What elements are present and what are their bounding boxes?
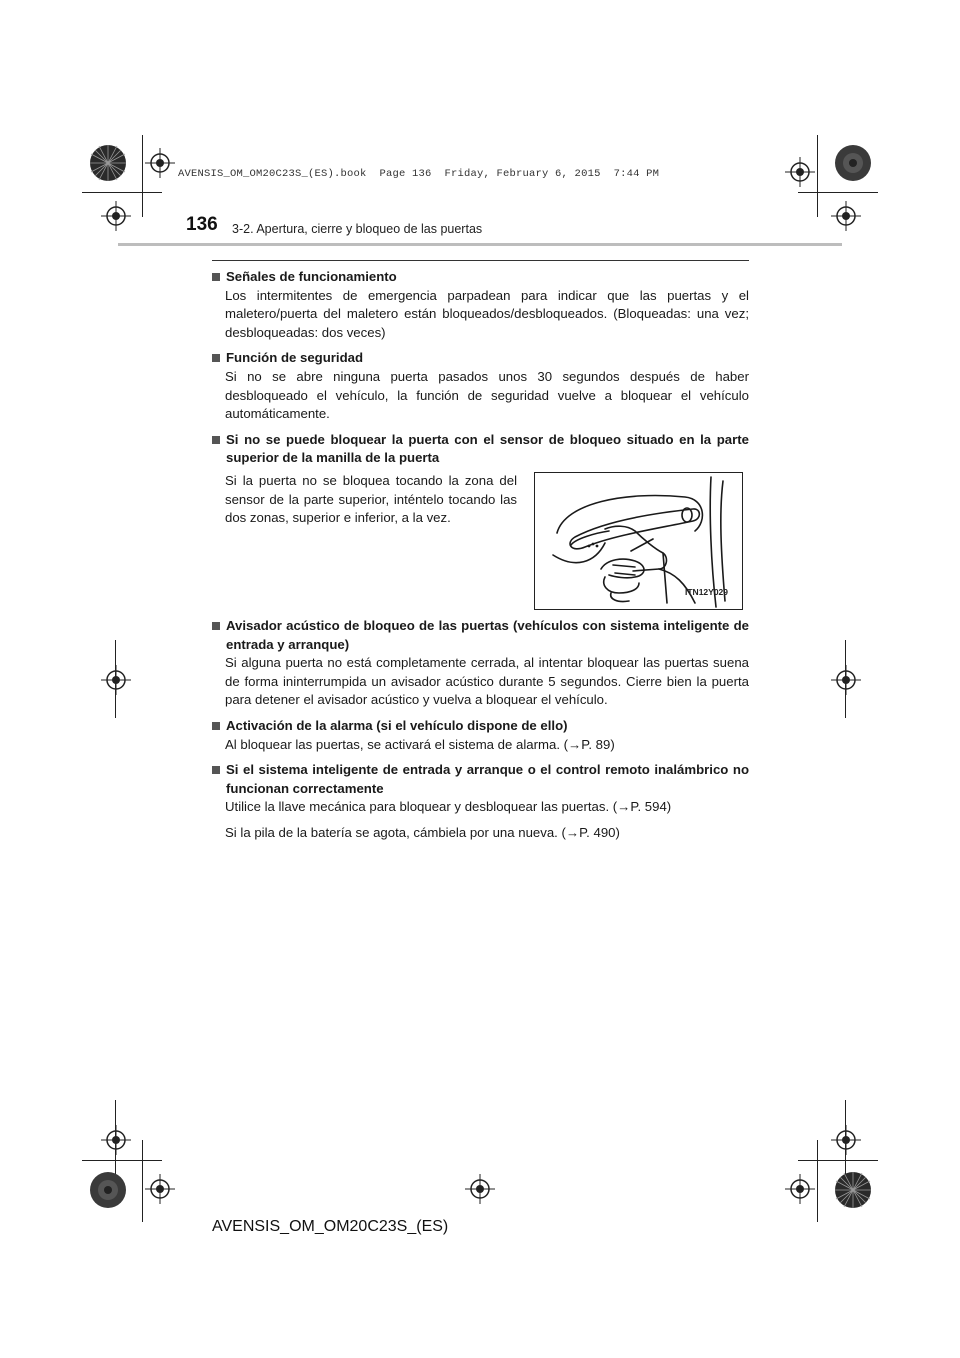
section-paragraph: Si la pila de la batería se agota, cámbiela por una nueva. (→P. 490) <box>225 824 620 840</box>
square-bullet-icon <box>212 273 220 281</box>
crosshair-registration-icon <box>831 665 861 695</box>
section-heading: Señales de funcionamiento <box>212 268 749 287</box>
header-rule <box>212 260 749 261</box>
crosshair-registration-icon <box>831 1125 861 1155</box>
square-bullet-icon <box>212 766 220 774</box>
section-paragraph: Si la puerta no se bloquea tocando la zona del sensor de la parte superior, inténtelo tocando las dos zonas, superior e inferior, a la vez. <box>225 472 517 526</box>
crop-line <box>817 1140 818 1222</box>
section-security-function <box>212 349 749 423</box>
crosshair-registration-icon <box>145 148 175 178</box>
crosshair-registration-icon <box>831 201 861 231</box>
header-band <box>118 243 842 246</box>
crop-line <box>142 1140 143 1222</box>
crosshair-registration-icon <box>101 201 131 231</box>
section-alarm-activation <box>212 717 749 754</box>
square-bullet-icon <box>212 722 220 730</box>
section-door-lock-buzzer <box>212 617 749 710</box>
section-paragraph: Si no se abre ninguna puerta pasados unos 30 segundos después de haber desbloqueado el vehículo, la función de seguridad vuelve a bloquear el vehículo automáticamente. <box>225 368 749 422</box>
radial-starburst-icon <box>88 143 128 183</box>
square-bullet-icon <box>212 354 220 362</box>
section-heading: Avisador acústico de bloqueo de las puertas (vehículos con sistema inteligente de entrada y arranque) <box>212 617 749 654</box>
section-heading: Si el sistema inteligente de entrada y arranque o el control remoto inalámbrico no funcionan correctamente <box>212 761 749 798</box>
section-operation-signals <box>212 268 749 342</box>
section-paragraph: Si alguna puerta no está completamente cerrada, al intentar bloquear las puertas suena de forma ininterrumpida un avisador acústico durante 5 segundos. Cierre bien la puerta para detener el avisador acústico y vuelva a bloquear el vehículo. <box>225 655 749 708</box>
section-paragraph: Los intermitentes de emergencia parpadean para indicar que las puertas y el maletero/puerta del maletero están bloqueados/desbloqueados. (Bloqueadas: una vez; desbloqueadas: dos veces) <box>225 287 749 340</box>
crosshair-registration-icon <box>785 1174 815 1204</box>
radial-starburst-icon <box>88 1170 128 1210</box>
crosshair-registration-icon <box>101 665 131 695</box>
square-bullet-icon <box>212 436 220 444</box>
radial-starburst-icon <box>833 1170 873 1210</box>
footer-manual-code: AVENSIS_OM_OM20C23S_(ES) <box>212 1218 449 1235</box>
crosshair-registration-icon <box>465 1174 495 1204</box>
page-content <box>212 268 749 849</box>
section-heading: Función de seguridad <box>212 349 749 368</box>
section-lock-sensor <box>212 431 749 610</box>
crosshair-registration-icon <box>101 1125 131 1155</box>
crosshair-registration-icon <box>785 157 815 187</box>
crop-line <box>82 192 162 193</box>
chapter-title: 3-2. Apertura, cierre y bloqueo de las puertas <box>232 222 483 236</box>
crop-line <box>798 1160 878 1161</box>
radial-starburst-icon <box>833 143 873 183</box>
section-smart-entry-failure <box>212 761 749 842</box>
crop-line <box>82 1160 162 1161</box>
section-heading: Activación de la alarma (si el vehículo dispone de ello) <box>212 717 749 736</box>
crop-line <box>142 135 143 217</box>
book-info-line: AVENSIS_OM_OM20C23S_(ES).book Page 136 Friday, February 6, 2015 7:44 PM <box>178 168 660 180</box>
text-with-figure <box>212 472 749 610</box>
section-heading: Si no se puede bloquear la puerta con el sensor de bloqueo situado en la parte superior de la manilla de la puerta <box>212 431 749 468</box>
section-paragraph: Utilice la llave mecánica para bloquear y desbloquear las puertas. (→P. 594) <box>225 799 672 815</box>
page-number: 136 <box>186 214 218 235</box>
figure-code: ITN12Y029 <box>685 587 728 598</box>
crop-line <box>798 192 878 193</box>
crosshair-registration-icon <box>145 1174 175 1204</box>
crop-line <box>817 135 818 217</box>
square-bullet-icon <box>212 622 220 630</box>
section-paragraph: Al bloquear las puertas, se activará el sistema de alarma. (→P. 89) <box>225 736 615 752</box>
door-handle-illustration <box>534 472 743 610</box>
